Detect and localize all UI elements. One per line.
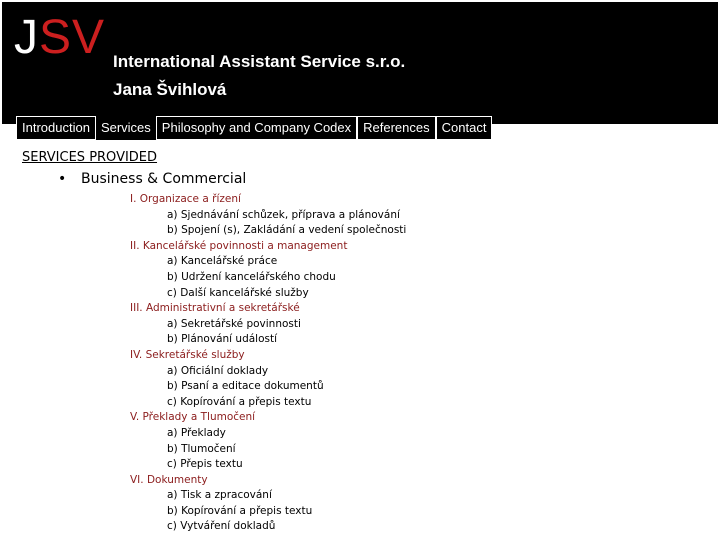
header-bar [2,2,718,124]
outline-item: b) Tlumočení [167,442,236,455]
outline-item: a) Sjednávání schůzek, příprava a plánování [167,208,400,221]
outline-heading: VI. Dokumenty [130,473,208,486]
company-name: International Assistant Service s.r.o. [113,52,406,71]
outline-item: b) Kopírování a přepis textu [167,504,313,517]
nav-introduction[interactable]: Introduction [16,116,96,140]
outline-item: c) Vytváření dokladů [167,520,276,533]
services-outline [130,192,406,535]
outline-heading: V. Překlady a Tlumočení [130,411,256,424]
outline-item: b) Psaní a editace dokumentů [167,380,324,393]
bullet-icon: • [58,171,67,187]
outline-heading: IV. Sekretářské služby [130,348,245,361]
outline-item: b) Spojení (s), Zakládání a vedení společnosti [167,224,407,237]
nav-services[interactable]: Services [96,116,156,140]
outline-item: c) Kopírování a přepis textu [167,395,312,408]
outline-item: c) Přepis textu [167,458,243,471]
outline-item: a) Tisk a zpracování [167,489,272,502]
nav-references[interactable]: References [357,116,435,140]
outline-item: a) Kancelářské práce [167,255,278,268]
outline-item: b) Plánování událostí [167,333,278,346]
nav-contact[interactable]: Contact [436,116,493,140]
outline-heading: III. Administrativní a sekretářské [130,302,300,315]
section-title: SERVICES PROVIDED [22,150,158,165]
outline-item: a) Sekretářské povinnosti [167,317,301,330]
nav-philosophy[interactable]: Philosophy and Company Codex [156,116,357,140]
bullet-item [58,171,246,187]
bullet-text: Business & Commercial [81,171,247,187]
outline-item: a) Překlady [167,426,226,439]
logo-j: J [14,11,39,64]
outline-heading: I. Organizace a řízení [130,193,241,205]
outline-item: c) Další kancelářské služby [167,286,309,299]
outline-heading: II. Kancelářské povinnosti a management [130,239,348,252]
main-nav [16,116,492,140]
outline-item: a) Oficiální doklady [167,364,269,377]
person-name: Jana Švihlová [113,80,227,99]
logo[interactable] [14,12,105,64]
outline-item: b) Udržení kancelářského chodu [167,270,336,283]
logo-sv: SV [39,11,106,64]
